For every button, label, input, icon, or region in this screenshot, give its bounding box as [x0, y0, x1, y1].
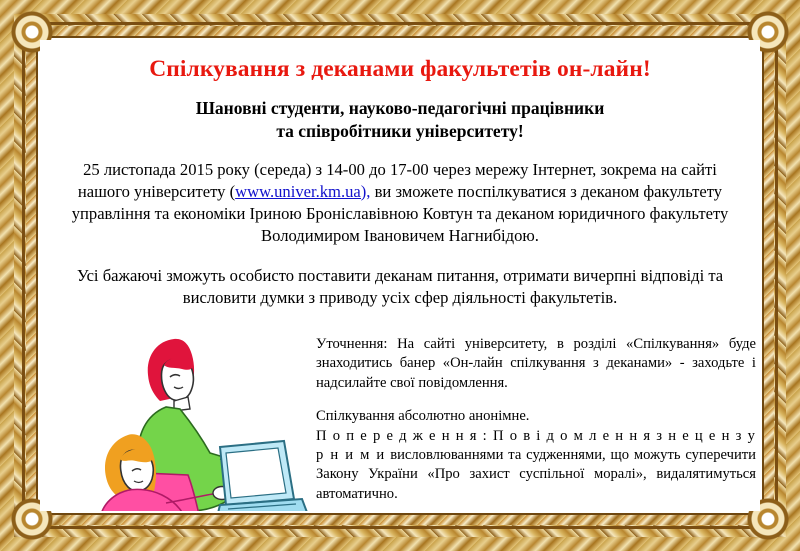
notes-block	[316, 335, 756, 504]
university-website-link[interactable]: www.univer.km.ua),	[235, 181, 371, 201]
poster-content	[40, 40, 760, 511]
subheading-line-1: Шановні студенти, науково-педагогічні працівники	[195, 98, 605, 119]
paragraph-announcement-part2: ви зможете поспілкуватися з деканом факультету управління та економіки Іриною Броніславівною Ковтун та деканом юридичного факультету Володимиром Івановичем Нагнибідою.	[71, 181, 729, 245]
note-anonymity-line: Спілкування абсолютно анонімне.	[316, 408, 530, 425]
paragraph-announcement	[64, 159, 736, 247]
lower-section	[58, 323, 756, 511]
page-title: Спілкування з деканами факультетів он-лайн!	[149, 56, 651, 82]
paragraph-invitation: Усі бажаючі зможуть особисто поставити деканам питання, отримати вичерпні відповіді та висловити думки з приводу усіх сфер діяльності факультетів.	[76, 265, 724, 307]
paragraph-announcement-part1: 25 листопада 2015 року (середа) з 14-00 до 17-00 через мережу Інтернет, зокрема на сайті нашого університету (	[77, 159, 717, 201]
note-clarification: Уточнення: На сайті університету, в розділі «Спілкування» буде знаходитись банер «Он-лайн спілкування з деканами» - заходьте і надсилайте свої повідомлення.	[316, 335, 756, 391]
note-warning-heading: П о п е р е д ж е н н я : П о в і д о м л е н н я з н е ц е н з у р н и м и	[316, 427, 756, 463]
note-anonymity	[316, 407, 756, 504]
subheading-line-2: та співробітники університету!	[276, 120, 524, 141]
subheading	[58, 97, 742, 143]
two-people-at-laptop-illustration	[70, 323, 310, 511]
note-warning-rest: висловлюваннями та судженнями, що можуть суперечити Закону України «Про захист суспільної моралі», видалятимуться автоматично.	[316, 446, 756, 502]
